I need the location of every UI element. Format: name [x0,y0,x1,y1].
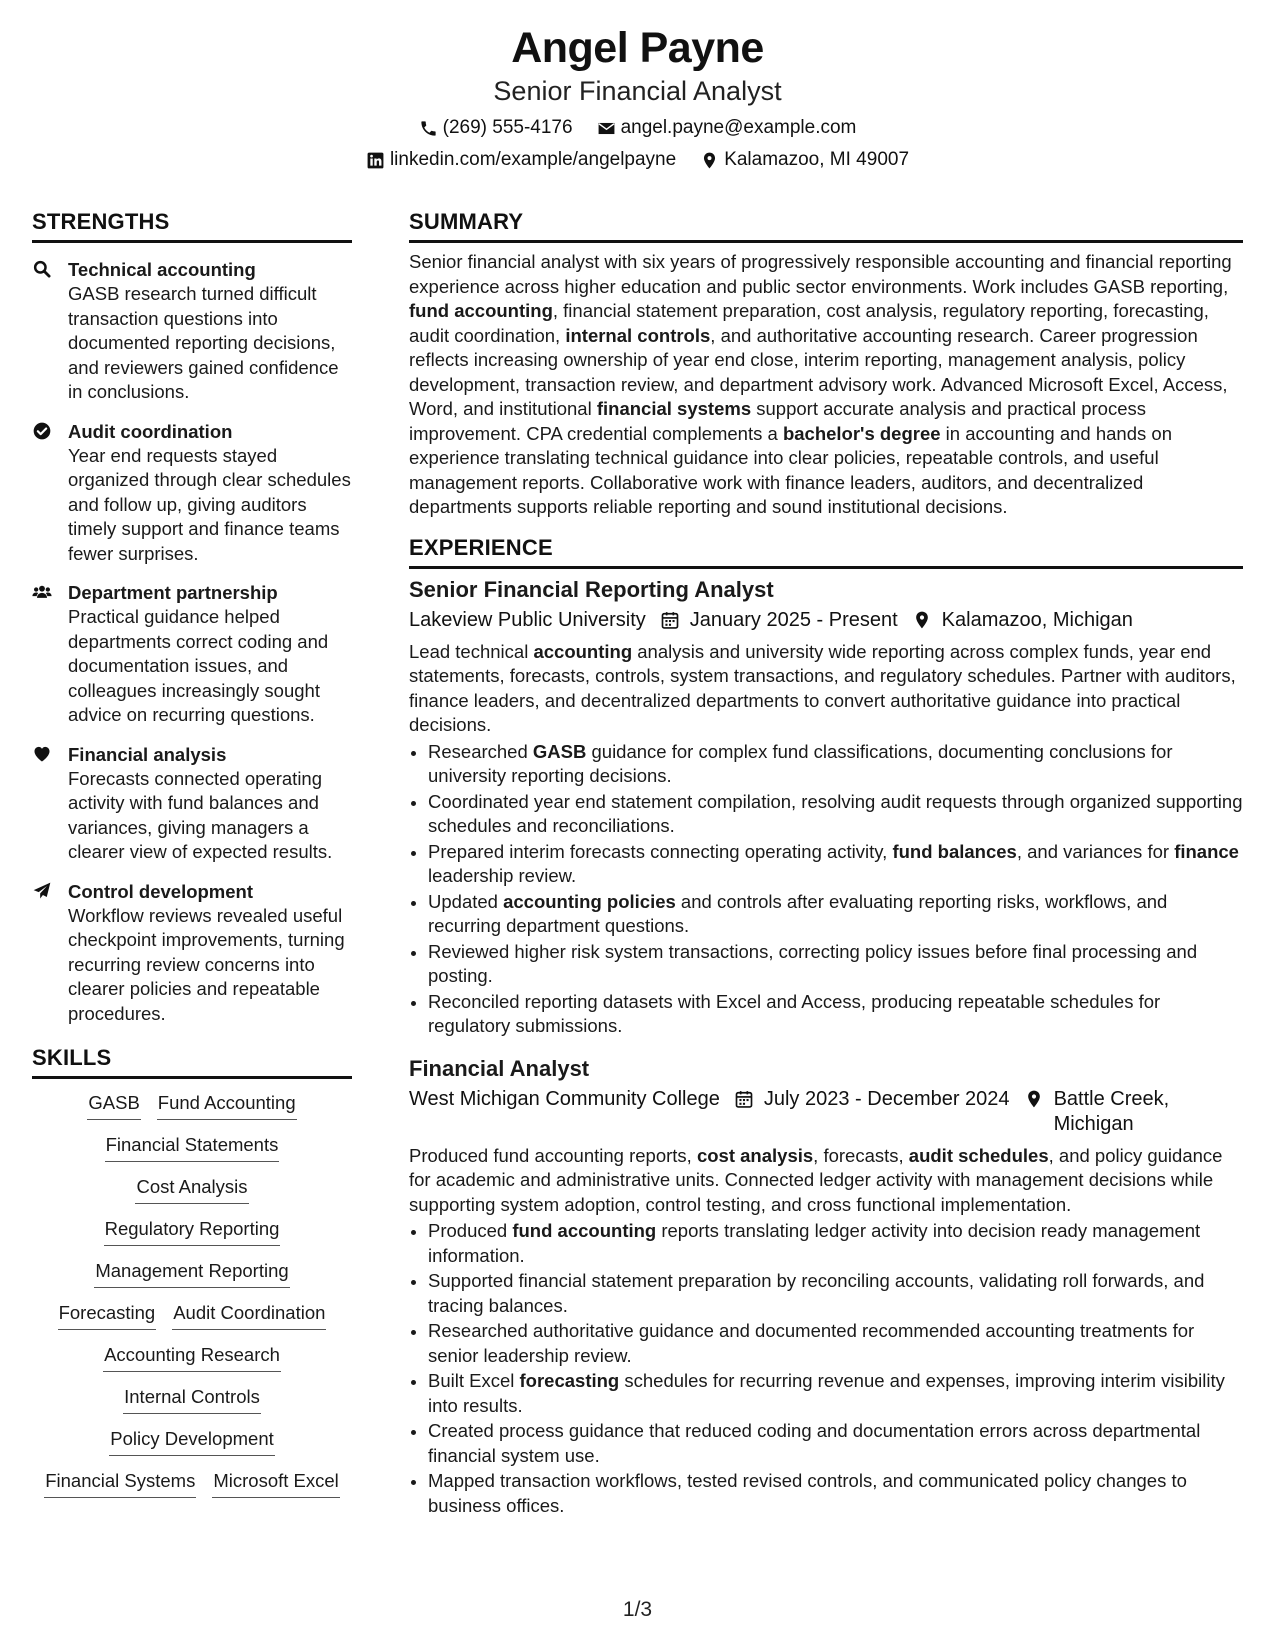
job-bullet [428,1269,1243,1318]
text-segment: Produced fund accounting reports, [409,1144,697,1166]
strength-title: Financial analysis [68,743,227,765]
job-meta [409,1087,1243,1137]
page-number: 1/3 [622,1598,653,1621]
skill-tag: Forecasting [58,1301,157,1330]
skill-row [32,1133,352,1162]
strengths-list [32,257,352,1026]
text-segment: Updated [428,890,504,912]
bold-keyword: internal controls [565,324,711,346]
text-segment: analysis and university wide reporting across complex funds, year end statements, forecasts, controls, system transactions, and regulatory schedules. Partner with auditors, finance leaders, and decentralized departments to convert authoritative guidance into practical decisions. [409,640,1236,735]
skill-tag: Microsoft Excel [212,1469,339,1498]
skill-row [32,1301,352,1330]
resume-header [0,0,1275,172]
job-bullets [409,740,1243,1039]
job-bullet [428,1369,1243,1418]
strength-item [32,580,352,728]
text-segment: Supported financial statement preparation by reconciling accounts, validating roll forwards, and tracing balances. [428,1270,1205,1316]
skill-tag: Cost Analysis [135,1175,248,1204]
summary-heading: SUMMARY [409,208,1243,243]
contact-row-2 [0,148,1275,172]
strength-item [32,257,352,405]
contact-row-1 [0,116,1275,140]
skill-tag: Policy Development [109,1427,275,1456]
bold-keyword: GASB [532,740,587,762]
strength-desc: Workflow reviews revealed useful checkpoint improvements, turning recurring review concerns into clearer policies and repeatable procedures. [68,904,345,1024]
map-marker-icon [700,151,719,170]
text-segment: Coordinated year end statement compilation, resolving audit requests through organized supporting schedules and reconciliations. [428,790,1243,836]
skill-row [32,1091,352,1120]
text-segment: , financial statement preparation, cost analysis, regulatory reporting, forecasting, audit coordination, [409,300,1209,346]
text-segment: support accurate analysis and practical process improvement. CPA credential complements a [409,398,1146,444]
text-segment: and controls after evaluating reporting risks, workflows, and recurring department questions. [428,890,1168,936]
linkedin-contact[interactable] [366,148,676,172]
strength-title: Control development [68,880,254,902]
phone-contact[interactable] [419,116,573,140]
skill-tag: GASB [87,1091,140,1120]
bold-keyword: accounting policies [503,890,676,912]
bold-keyword: audit schedules [908,1144,1049,1166]
strength-desc: Practical guidance helped departments correct coding and documentation issues, and colleagues increasingly sought advice on recurring questions. [68,606,329,725]
map-marker-icon [912,610,932,630]
skills-heading: SKILLS [32,1044,352,1079]
job-summary [409,640,1243,738]
left-column [32,208,352,1498]
text-segment: Prepared interim forecasts connecting operating activity, [428,840,893,862]
phone-text: (269) 555-4176 [442,117,573,138]
strength-title: Technical accounting [68,259,256,280]
strength-item [32,419,352,567]
strength-desc: Year end requests stayed organized through clear schedules and follow up, giving auditors timely support and finance teams fewer surprises. [68,444,351,564]
skill-row [32,1259,352,1288]
strength-item [32,742,352,865]
job-bullet [428,840,1243,889]
job-summary [409,1144,1243,1218]
text-segment: , and policy guidance for academic and administrative units. Connected ledger activity with management decisions while supporting system adoption, control testing, and cross functional implementation. [409,1144,1223,1215]
bold-keyword: fund accounting [512,1220,657,1241]
text-segment: reports translating ledger activity into decision ready management information. [428,1220,1201,1266]
text-segment: Lead technical [409,640,534,662]
summary-text [409,250,1243,520]
text-segment: Senior financial analyst with six years of progressively responsible accounting and financial reporting experience across higher education and public sector environments. Work includes GASB reporting, [409,251,1232,297]
job-dates: January 2025 - Present [689,608,898,631]
text-segment: Built Excel [428,1370,520,1391]
right-column [409,208,1243,1518]
envelope-icon [597,119,616,138]
text-segment: guidance for complex fund classifications, documenting conclusions for university reporting decisions. [428,740,1173,786]
location-contact [700,148,909,172]
strength-title: Department partnership [68,582,278,603]
strengths-heading: STRENGTHS [32,208,352,243]
job-bullet [428,1219,1243,1268]
skill-row [32,1343,352,1372]
job-bullet [428,990,1243,1039]
linkedin-text: linkedin.com/example/angelpayne [389,149,677,170]
strength-desc: GASB research turned difficult transaction questions into documented reporting decisions, and reviewers gained confidence in conclusions. [68,283,339,402]
text-segment: , and authoritative accounting research. Career progression reflects increasing ownership of year end close, interim reporting, management analysis, policy development, transaction review, and department advisory work. Advanced Microsoft Excel, Access, Word, and institutional [409,324,1228,419]
text-segment: , forecasts, [813,1144,909,1166]
bold-keyword: cost analysis [696,1144,814,1166]
skill-tag: Financial Systems [44,1469,196,1498]
job-dates: July 2023 - December 2024 [763,1087,1010,1110]
job-title: Financial Analyst [409,1055,590,1081]
job-bullet [428,940,1243,989]
bold-keyword: financial systems [596,398,752,419]
candidate-name: Angel Payne [511,24,764,72]
email-contact[interactable] [597,116,857,140]
map-marker-icon [1024,1089,1044,1109]
text-segment: Mapped transaction workflows, tested revised controls, and communicated policy changes to business offices. [428,1470,1187,1516]
bold-keyword: fund accounting [409,300,553,321]
text-segment: Produced [428,1220,513,1241]
users-icon [32,582,52,602]
linkedin-icon [366,151,385,170]
skill-row [32,1175,352,1204]
skill-row [32,1469,352,1498]
skills-list [32,1091,352,1498]
skill-tag: Internal Controls [123,1385,261,1414]
text-segment: leadership review. [428,865,577,886]
text-segment: schedules for recurring revenue and expenses, improving interim visibility into results. [428,1370,1225,1416]
bold-keyword: fund balances [892,840,1017,862]
skill-tag: Accounting Research [103,1343,281,1372]
candidate-title: Senior Financial Analyst [493,76,782,106]
calendar-icon [660,610,680,630]
text-segment: Researched authoritative guidance and documented recommended accounting treatments for senior leadership review. [428,1320,1195,1366]
job-bullet [428,740,1243,789]
job-location: Kalamazoo, Michigan [941,608,1133,631]
bold-keyword: accounting [533,640,633,662]
email-text: angel.payne@example.com [620,117,857,138]
job-bullet [428,1419,1243,1468]
paper-plane-icon [32,881,52,901]
experience-heading: EXPERIENCE [409,534,1243,569]
job-location: Battle Creek, Michigan [1053,1087,1170,1135]
check-circle-icon [32,421,52,441]
job-bullet [428,790,1243,839]
skill-tag: Audit Coordination [172,1301,326,1330]
calendar-icon [734,1089,754,1109]
skill-row [32,1217,352,1246]
heart-icon [32,744,52,764]
strength-item [32,879,352,1027]
text-segment: , and variances for [1016,840,1175,862]
phone-icon [419,119,438,138]
job-bullet [428,890,1243,939]
text-segment: in accounting and hands on experience translating technical guidance into clear policies, repeatable controls, and useful management reports. Collaborative work with finance leaders, auditors, and decentralized departments supports reliable reporting and sound institutional decisions. [409,422,1172,517]
job-bullet [428,1319,1243,1368]
job-organization: West Michigan Community College [409,1087,720,1110]
job-entry [409,576,1243,1039]
skill-tag: Regulatory Reporting [104,1217,281,1246]
job-entry [409,1055,1243,1519]
text-segment: Reconciled reporting datasets with Excel and Access, producing repeatable schedules for regulatory submissions. [428,990,1161,1036]
text-segment: Researched [428,740,533,762]
skill-tag: Fund Accounting [157,1091,297,1120]
bold-keyword: finance [1174,840,1239,862]
job-bullet [428,1469,1243,1518]
job-organization: Lakeview Public University [409,608,646,631]
bold-keyword: forecasting [519,1370,620,1391]
search-icon [32,259,52,279]
text-segment: Reviewed higher risk system transactions, correcting policy issues before final processing and posting. [428,940,1198,986]
skill-row [32,1385,352,1414]
location-text: Kalamazoo, MI 49007 [724,149,910,170]
text-segment: Created process guidance that reduced coding and documentation errors across departmental financial system use. [428,1420,1201,1466]
strength-title: Audit coordination [68,420,233,442]
skill-tag: Financial Statements [105,1133,280,1162]
job-title: Senior Financial Reporting Analyst [409,576,774,602]
job-bullets [409,1219,1243,1518]
strength-desc: Forecasts connected operating activity with fund balances and variances, giving managers a clearer view of expected results. [68,767,333,862]
skill-row [32,1427,352,1456]
skill-tag: Management Reporting [94,1259,289,1288]
bold-keyword: bachelor's degree [782,422,941,444]
job-meta [409,608,1243,633]
